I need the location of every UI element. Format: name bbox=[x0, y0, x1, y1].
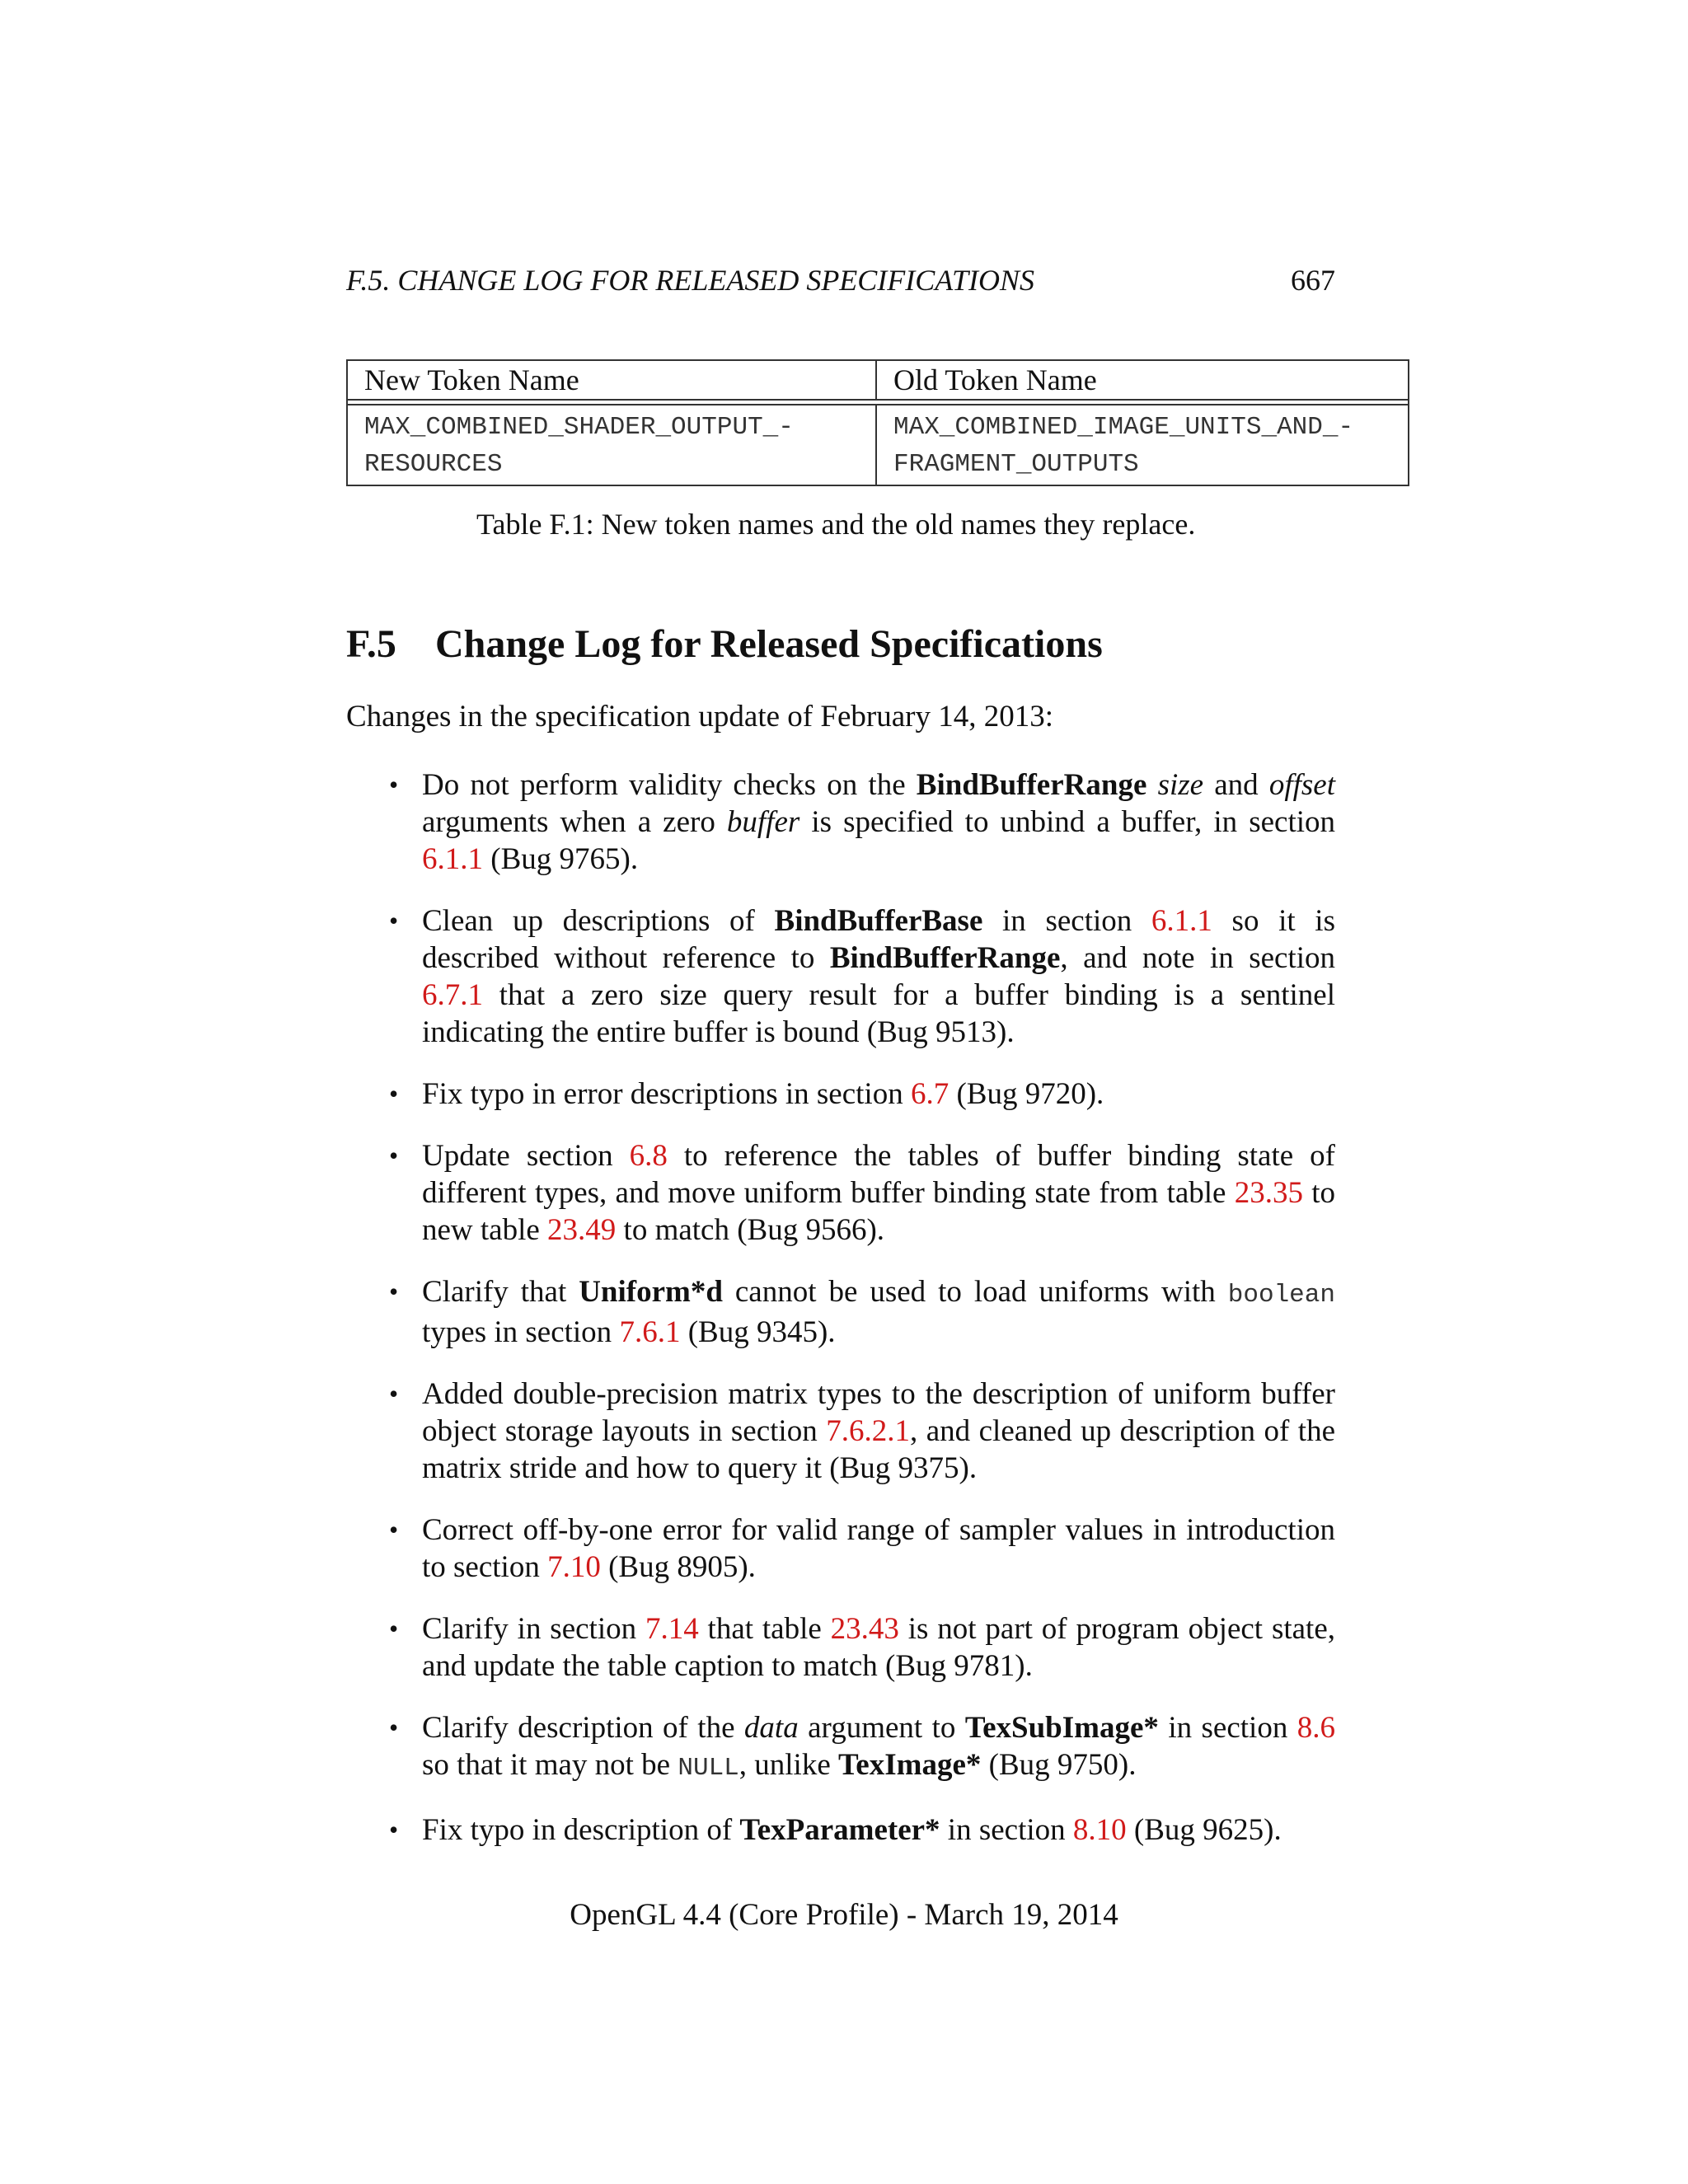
list-item bbox=[346, 902, 1335, 1051]
text-segment: argument to bbox=[798, 1711, 965, 1745]
command-name: BindBufferBase bbox=[774, 904, 983, 938]
text-segment: to match (Bug 9566). bbox=[616, 1213, 885, 1247]
text-segment: to new table bbox=[422, 1176, 1335, 1247]
command-name: BindBufferRange bbox=[829, 941, 1061, 975]
command-name: TexImage* bbox=[838, 1748, 982, 1782]
text-segment: Clarify that bbox=[422, 1275, 579, 1309]
running-header bbox=[346, 262, 1335, 298]
column-header-old: Old Token Name bbox=[876, 360, 1409, 400]
code-literal: boolean bbox=[1227, 1281, 1335, 1310]
text-segment: is not part of program object state, and update the table caption to match (Bug 9781). bbox=[422, 1612, 1335, 1683]
bullet-icon: • bbox=[389, 1515, 399, 1544]
table-header-row bbox=[347, 360, 1409, 400]
text-segment: so that it may not be bbox=[422, 1748, 678, 1782]
text-segment: (Bug 9765). bbox=[483, 842, 639, 876]
parameter-name: offset bbox=[1268, 768, 1336, 802]
section-reference-link[interactable]: 7.10 bbox=[547, 1550, 601, 1584]
text-segment: , unlike bbox=[738, 1748, 839, 1782]
section-title: Change Log for Released Specifications bbox=[435, 622, 1103, 666]
page-footer: OpenGL 4.4 (Core Profile) - March 19, 2014 bbox=[570, 1898, 1118, 1932]
bullet-icon: • bbox=[389, 906, 399, 935]
list-item bbox=[346, 1273, 1335, 1351]
text-segment: in section bbox=[940, 1813, 1073, 1847]
old-token-line-2: FRAGMENT_OUTPUTS bbox=[893, 450, 1139, 479]
parameter-name: data bbox=[743, 1711, 799, 1745]
command-name: TexParameter* bbox=[739, 1813, 940, 1847]
old-token-line-1: MAX_COMBINED_IMAGE_UNITS_AND_- bbox=[893, 413, 1354, 442]
bullet-icon: • bbox=[389, 1277, 399, 1306]
section-reference-link[interactable]: 7.14 bbox=[645, 1612, 699, 1646]
parameter-name: buffer bbox=[726, 805, 800, 839]
section-reference-link[interactable]: 7.6.1 bbox=[619, 1315, 681, 1349]
text-segment: so it is described without reference to bbox=[422, 904, 1335, 975]
text-segment: (Bug 9720). bbox=[949, 1077, 1104, 1111]
column-header-new: New Token Name bbox=[347, 360, 876, 400]
section-heading bbox=[346, 620, 1103, 669]
text-segment: (Bug 9750). bbox=[981, 1748, 1137, 1782]
list-item bbox=[346, 766, 1335, 878]
command-name: TexSubImage* bbox=[964, 1711, 1159, 1745]
intro-paragraph: Changes in the specification update of February 14, 2013: bbox=[346, 700, 1053, 733]
new-token-line-1: MAX_COMBINED_SHADER_OUTPUT_- bbox=[364, 413, 794, 442]
text-segment: Added double-precision matrix types to the description of uniform buffer object storage layouts in section bbox=[422, 1377, 1335, 1448]
list-item bbox=[346, 1610, 1335, 1685]
bullet-icon: • bbox=[389, 1614, 399, 1643]
text-segment: , and cleaned up description of the matrix stride and how to query it (Bug 9375). bbox=[422, 1414, 1335, 1485]
table-caption: Table F.1: New token names and the old names they replace. bbox=[476, 508, 1196, 541]
list-item bbox=[346, 1376, 1335, 1487]
section-reference-link[interactable]: 23.49 bbox=[547, 1213, 617, 1247]
bullet-icon: • bbox=[389, 770, 399, 799]
text-segment: Correct off-by-one error for valid range of sampler values in introduction to section bbox=[422, 1513, 1335, 1584]
command-name: BindBufferRange bbox=[916, 768, 1147, 802]
list-item bbox=[346, 1709, 1335, 1787]
text-segment: in section bbox=[982, 904, 1151, 938]
list-item bbox=[346, 1137, 1335, 1249]
section-reference-link[interactable]: 23.43 bbox=[830, 1612, 899, 1646]
token-name-table bbox=[346, 359, 1409, 486]
section-reference-link[interactable]: 6.7.1 bbox=[422, 978, 483, 1012]
text-segment: to reference the tables of buffer binding state of different types, and move uniform buffer binding state from table bbox=[422, 1139, 1335, 1210]
text-segment: arguments when a zero bbox=[422, 805, 727, 839]
text-segment: (Bug 8905). bbox=[600, 1550, 756, 1584]
text-segment: Clean up descriptions of bbox=[422, 904, 775, 938]
list-item bbox=[346, 1511, 1335, 1586]
text-segment: Fix typo in description of bbox=[422, 1813, 740, 1847]
text-segment: Clarify description of the bbox=[422, 1711, 744, 1745]
section-reference-link[interactable]: 8.6 bbox=[1296, 1711, 1336, 1745]
bullet-icon: • bbox=[389, 1141, 399, 1170]
old-token-cell bbox=[876, 405, 1409, 485]
text-segment: Do not perform validity checks on the bbox=[422, 768, 917, 802]
table-row bbox=[347, 405, 1409, 485]
section-number: F.5 bbox=[346, 622, 396, 666]
text-segment: and bbox=[1203, 768, 1269, 802]
text-segment: in section bbox=[1158, 1711, 1297, 1745]
new-token-cell bbox=[347, 405, 876, 485]
section-reference-link[interactable]: 6.8 bbox=[629, 1139, 668, 1173]
section-reference-link[interactable]: 7.6.2.1 bbox=[826, 1414, 910, 1448]
section-reference-link[interactable]: 6.1.1 bbox=[422, 842, 483, 876]
section-reference-link[interactable]: 6.1.1 bbox=[1151, 904, 1212, 938]
text-segment: , and note in section bbox=[1060, 941, 1335, 975]
list-item bbox=[346, 1076, 1335, 1113]
bullet-icon: • bbox=[389, 1379, 399, 1408]
bullet-icon: • bbox=[389, 1815, 399, 1844]
parameter-name: size bbox=[1157, 768, 1204, 802]
new-token-line-2: RESOURCES bbox=[364, 450, 503, 479]
command-name: Uniform*d bbox=[579, 1275, 723, 1309]
text-segment: that a zero size query result for a buffer binding is a sentinel indicating the entire buffer is bound (Bug 9513). bbox=[422, 978, 1335, 1049]
text-segment: (Bug 9345). bbox=[680, 1315, 836, 1349]
code-literal: NULL bbox=[678, 1754, 739, 1783]
running-title: F.5. CHANGE LOG FOR RELEASED SPECIFICATIONS bbox=[346, 264, 1034, 297]
text-segment: Clarify in section bbox=[422, 1612, 645, 1646]
section-reference-link[interactable]: 8.10 bbox=[1072, 1813, 1127, 1847]
text-segment bbox=[1146, 768, 1157, 802]
bullet-icon: • bbox=[389, 1713, 399, 1742]
text-segment: cannot be used to load uniforms with bbox=[722, 1275, 1228, 1309]
section-reference-link[interactable]: 23.35 bbox=[1234, 1176, 1303, 1210]
bullet-icon: • bbox=[389, 1079, 399, 1108]
text-segment: that table bbox=[698, 1612, 831, 1646]
text-segment: Update section bbox=[422, 1139, 630, 1173]
text-segment: types in section bbox=[422, 1315, 620, 1349]
text-segment: is specified to unbind a buffer, in section bbox=[799, 805, 1336, 839]
text-segment: (Bug 9625). bbox=[1126, 1813, 1282, 1847]
text-segment: Fix typo in error descriptions in section bbox=[422, 1077, 911, 1111]
section-reference-link[interactable]: 6.7 bbox=[910, 1077, 950, 1111]
change-list bbox=[346, 766, 1335, 1873]
page-number: 667 bbox=[1291, 264, 1335, 297]
list-item bbox=[346, 1811, 1335, 1849]
